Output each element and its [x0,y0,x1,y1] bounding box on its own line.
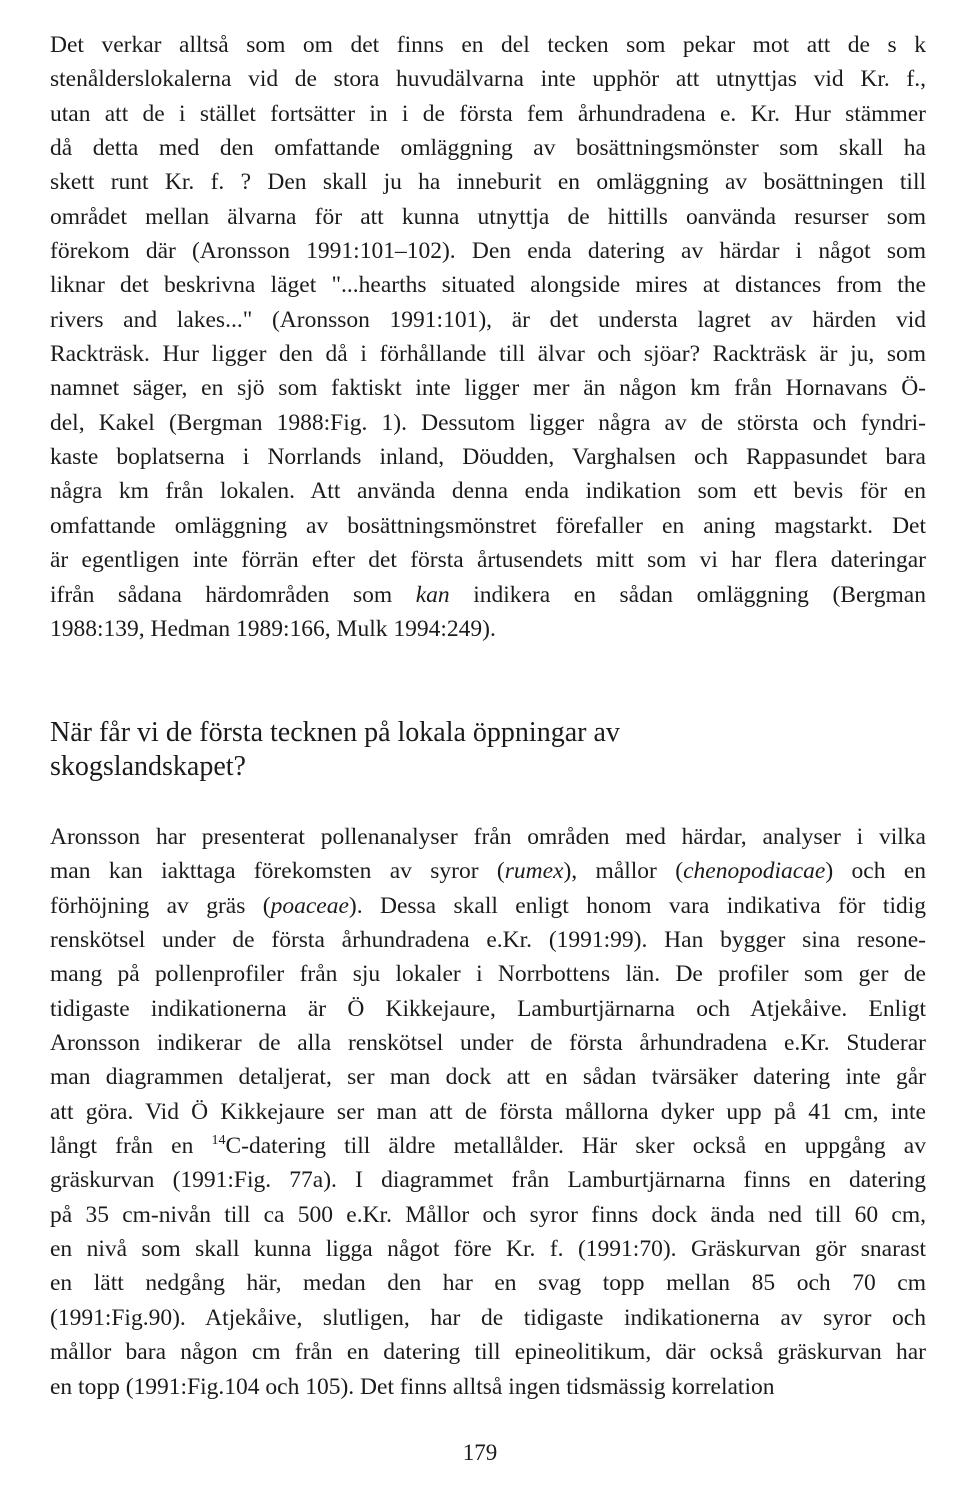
page-number: 179 [462,1440,498,1465]
text-line: Rackträsk. Hur ligger den då i förhållande till älvar och sjöar? Rackträsk är ju, som [50,341,926,368]
text-line: man kan iakttaga förekomsten av syror (rumex), mållor (chenopodiacae) och en [50,858,927,885]
italic-term: poaceae [270,892,349,919]
text-line: Aronsson indikerar de alla renskötsel under de första århundradena e.Kr. Studerar [50,1030,926,1057]
text-line: förhöjning av gräs (poaceae). Dessa skall enligt honom vara indikativa för tidig [50,892,926,919]
text-line: området mellan älvarna för att kunna utnyttja de hittills oanvända resurser som [50,203,926,230]
text-line: på 35 cm-nivån till ca 500 e.Kr. Mållor och syror finns dock ända ned till 60 cm, [50,1201,926,1228]
text-line: är egentligen inte förrän efter det första årtusendets mitt som vi har flera dateringar [50,547,926,574]
text-line: Det verkar alltså som om det finns en del tecken som pekar mot att de s k [50,32,926,58]
text-line: förekom där (Aronsson 1991:101–102). Den enda datering av härdar i något som [50,238,926,265]
text-line: del, Kakel (Bergman 1988:Fig. 1). Dessutom ligger några av de största och fyndri- [50,409,926,436]
text-line: omfattande omläggning av bosättningsmönstret förefaller en aning magstarkt. Det [50,512,926,539]
body-paragraph-2 [50,820,926,1404]
text-line: man diagrammen detaljerat, ser man dock att en sådan tvärsäker datering inte går [50,1064,926,1091]
italic-term: kan [415,581,450,608]
text-line: namnet säger, en sjö som faktiskt inte ligger mer än någon km från Hornavans Ö- [50,375,926,402]
text-line: en nivå som skall kunna ligga något före Kr. f. (1991:70). Gräskurvan gör snarast [50,1236,926,1263]
text-line: skogslandskapet? [50,751,246,782]
text-line: mang på pollenprofiler från sju lokaler i Norrbottens län. De profiler som ger de [50,961,926,988]
text-line: utan att de i stället fortsätter in i de första fem århundradena e. Kr. Hur stämmer [50,100,926,127]
text-line: en lätt nedgång här, medan den har en svag topp mellan 85 och 70 cm [50,1270,926,1297]
italic-term: rumex [504,858,564,885]
text-line: ifrån sådana härdområden som kan indikera en sådan omläggning (Bergman [50,581,926,608]
text-line: gräskurvan (1991:Fig. 77a). I diagrammet från Lamburtjärnarna finns en datering [50,1167,926,1194]
text-line: När får vi de första tecknen på lokala öppningar av [50,717,620,748]
text-line: långt från en $^{14}$C-datering till äldre metallålder. Här sker också en uppgång av [50,1133,926,1160]
text-line: (1991:Fig.90). Atjekåive, slutligen, har de tidigaste indikationerna av syror och [50,1304,926,1331]
italic-term: chenopodiacae [683,858,826,885]
text-line: några km från lokalen. Att använda denna enda indikation som ett bevis för en [50,478,926,505]
text-line: liknar det beskrivna läget "...hearths situated alongside mires at distances from the [50,272,926,299]
text-line: mållor bara någon cm från en datering till epineolitikum, där också gräskurvan har [50,1339,926,1366]
text-line: då detta med den omfattande omläggning av bosättningsmönster som skall ha [50,135,926,162]
superscript: 14 [211,1133,226,1149]
text-line: renskötsel under de första århundradena e.Kr. (1991:99). Han bygger sina resone- [50,927,926,954]
text-line: Aronsson har presenterat pollenanalyser från områden med härdar, analyser i vilka [50,824,926,850]
text-line: en topp (1991:Fig.104 och 105). Det finns alltså ingen tidsmässig korrelation [50,1373,775,1400]
body-paragraph-1 [50,28,926,646]
section-heading [50,716,926,784]
text-line: kaste boplatserna i Norrlands inland, Döudden, Varghalsen och Rappasundet bara [50,444,926,471]
text-line: rivers and lakes..." (Aronsson 1991:101), är det understa lagret av härden vid [50,306,926,333]
text-line: skett runt Kr. f. ? Den skall ju ha inneburit en omläggning av bosättningen till [50,169,926,196]
text-line: tidigaste indikationerna är Ö Kikkejaure, Lamburtjärnarna och Atjekåive. Enligt [50,995,926,1022]
text-line: 1988:139, Hedman 1989:166, Mulk 1994:249). [50,615,496,642]
text-line: att göra. Vid Ö Kikkejaure ser man att de första mållorna dyker upp på 41 cm, inte [50,1098,926,1125]
text-line: stenålderslokalerna vid de stora huvudälvarna inte upphör att utnyttjas vid Kr. f., [50,66,926,93]
